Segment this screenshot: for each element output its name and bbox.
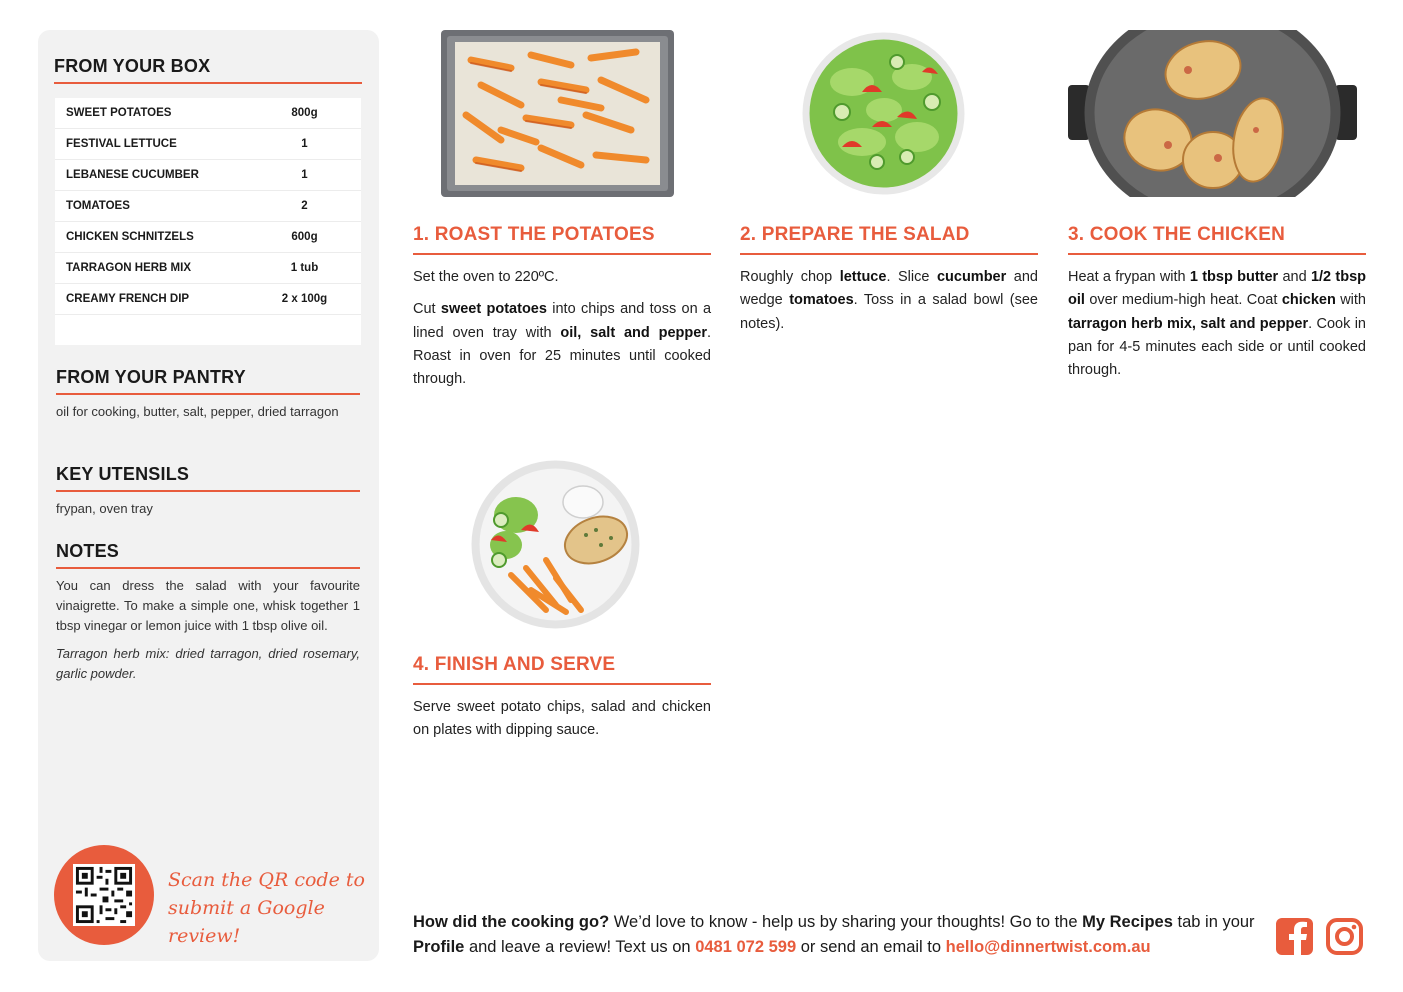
ingredient-row (55, 160, 361, 191)
ingredients-table (55, 98, 361, 345)
text: . Cook in pan for 4-5 minutes each side or until cooked through. (1068, 315, 1366, 379)
divider (413, 253, 711, 255)
notes-text: You can dress the salad with your favourite vinaigrette. To make a simple one, whisk together 1 tbsp vinegar or lemon juice with 1 tbsp olive oil. (56, 578, 360, 633)
text: over medium-high heat. Coat (1084, 292, 1282, 309)
ingredient-row (55, 129, 361, 160)
email-link[interactable]: hello@dinnertwist.com.au (945, 938, 1151, 956)
ingredient-row (55, 253, 361, 284)
instagram-icon[interactable] (1326, 918, 1363, 955)
step-1-line: Set the oven to 220ºC. (413, 269, 559, 285)
ingredient-qty: 2 x 100g (281, 293, 328, 305)
plated-meal-image (471, 460, 640, 629)
step-3-title: 3. COOK THE CHICKEN (1068, 224, 1286, 245)
text: Cut (413, 301, 441, 318)
qr-caption-line: Scan the QR code to (168, 869, 365, 891)
ingredients-sidebar (38, 30, 379, 961)
notes-heading: NOTES (56, 541, 120, 561)
chicken-pan-image (1068, 30, 1357, 197)
salad-bowl-image (802, 32, 965, 195)
divider (1068, 253, 1366, 255)
utensils-list: frypan, oven tray (56, 501, 153, 516)
text: and leave a review! Text us on (464, 938, 696, 956)
my-recipes-link[interactable]: My Recipes (1082, 913, 1173, 931)
utensils-heading: KEY UTENSILS (56, 464, 190, 484)
step-3-instructions (1068, 266, 1366, 391)
ingredient-row (55, 222, 361, 253)
ingredient-row (55, 284, 361, 315)
ingredient-highlight: cucumber (936, 269, 1007, 285)
ingredient-qty: 1 tub (290, 262, 319, 274)
phone-link[interactable]: 0481 072 599 (695, 938, 797, 956)
roasted-potatoes-image (441, 30, 674, 197)
divider (54, 82, 362, 84)
ingredient-row (55, 191, 361, 222)
ingredient-name: LEBANESE CUCUMBER (66, 169, 199, 181)
ingredient-highlight: 1 tbsp butter (1189, 269, 1279, 285)
text: We’d love to know - help us by sharing your thoughts! Go to the (609, 913, 1083, 931)
notes-herb-mix: Tarragon herb mix: dried tarragon, dried rosemary, garlic powder. (56, 646, 360, 681)
qr-code-icon[interactable] (73, 864, 135, 926)
ingredient-qty: 800g (291, 107, 318, 119)
ingredient-name: TARRAGON HERB MIX (66, 262, 192, 274)
text: . Slice (886, 269, 937, 285)
ingredient-highlight: tomatoes (789, 292, 854, 309)
ingredient-qty: 1 (301, 138, 308, 150)
step-4-line: Serve sweet potato chips, salad and chicken on plates with dipping sauce. (413, 699, 711, 739)
facebook-icon[interactable] (1276, 918, 1313, 955)
step-4-title: 4. FINISH AND SERVE (413, 654, 616, 675)
text: . Roast in oven for 25 minutes until cooked through. (413, 324, 711, 388)
pantry-list: oil for cooking, butter, salt, pepper, dried tarragon (56, 404, 339, 419)
text: with (1335, 292, 1366, 309)
text: Heat a frypan with (1068, 269, 1190, 285)
step-2-title: 2. PREPARE THE SALAD (740, 224, 970, 245)
ingredient-highlight: chicken (1281, 292, 1336, 309)
text: Roughly chop (740, 269, 840, 285)
step-2-line (740, 266, 1038, 336)
step-4-instructions (413, 696, 711, 752)
review-footer (413, 910, 1263, 960)
divider (740, 253, 1038, 255)
footer-question: How did the cooking go? (413, 913, 610, 931)
ingredient-name: FESTIVAL LETTUCE (66, 138, 177, 150)
ingredient-name: CREAMY FRENCH DIP (66, 293, 190, 305)
text: and wedge (740, 269, 1038, 309)
ingredient-row (55, 98, 361, 129)
step-1-instructions (413, 266, 711, 400)
text: into chips and toss on a lined oven tray with (413, 301, 712, 341)
step-1-line (413, 298, 711, 391)
ingredient-name: SWEET POTATOES (66, 107, 172, 119)
step-1-title: 1. ROAST THE POTATOES (413, 224, 655, 245)
text: and (1278, 269, 1311, 285)
qr-caption-line: submit a Google review! (168, 897, 325, 947)
ingredient-highlight: oil, salt and pepper (560, 324, 707, 341)
ingredient-highlight: sweet potatoes (440, 301, 547, 318)
qr-review-caption (168, 866, 368, 950)
from-your-box-heading: FROM YOUR BOX (54, 56, 211, 76)
divider (56, 490, 360, 492)
ingredient-qty: 1 (301, 169, 308, 181)
divider (56, 393, 360, 395)
step-3-line (1068, 266, 1366, 382)
divider (56, 567, 360, 569)
ingredient-name: CHICKEN SCHNITZELS (66, 231, 194, 243)
ingredient-name: TOMATOES (66, 200, 130, 212)
text: or send an email to (796, 938, 946, 956)
ingredient-highlight: tarragon herb mix, salt and pepper (1068, 315, 1309, 332)
step-2-instructions (740, 266, 1038, 345)
ingredient-qty: 2 (301, 200, 308, 212)
qr-badge[interactable] (54, 845, 154, 945)
ingredient-highlight: 1/2 tbsp oil (1068, 269, 1366, 309)
ingredient-highlight: lettuce (839, 269, 887, 285)
profile-link[interactable]: Profile (413, 938, 465, 956)
divider (413, 683, 711, 685)
text: tab in your (1172, 913, 1255, 931)
pantry-heading: FROM YOUR PANTRY (56, 367, 246, 387)
ingredient-qty: 600g (291, 231, 318, 243)
text: . Toss in a salad bowl (see notes). (740, 292, 1038, 332)
